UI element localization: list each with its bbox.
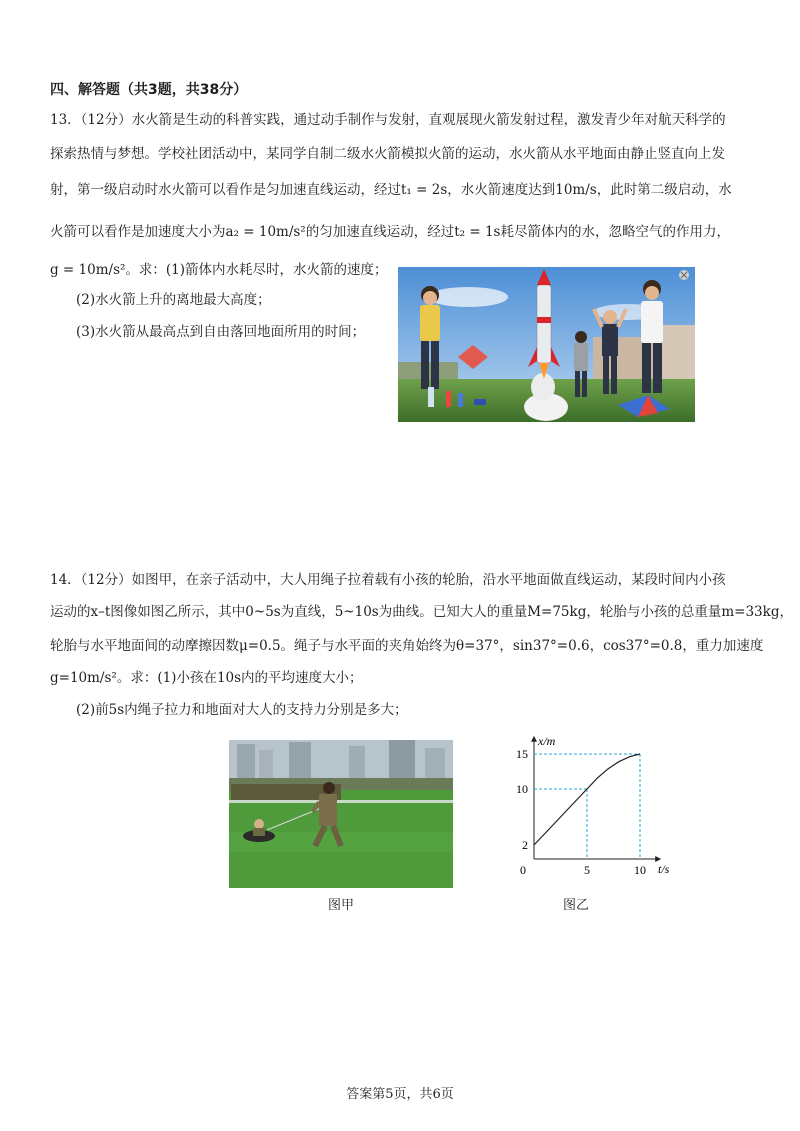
page-footer: 答案第5页，共6页 [346,1087,454,1102]
section-title: 四、解答题（共3题，共38分） [50,82,248,98]
x-axis-label: t/s [658,862,670,876]
figure-b-caption: 图乙 [562,898,589,913]
tire-pulling-photo [229,740,453,888]
q14-line-4: g=10m/s²。求：(1)小孩在10s内的平均速度大小； [50,670,363,686]
y-tick-label-0: 2 [522,838,528,852]
q13-sub-question-2: (2)水火箭上升的离地最大高度； [76,292,271,308]
y-tick-label-1: 10 [516,782,528,796]
figure-a-caption: 图甲 [327,898,354,913]
q13-sub-question-3: (3)水火箭从最高点到自由落回地面所用的时间； [76,324,366,340]
q13-line-1: 13．（12分）水火箭是生动的科普实践，通过动手制作与发射，直观展现火箭发射过程，激发青少年对航天科学的 [50,112,726,128]
xt-graph [512,731,682,881]
y-axis-label: x/m [538,734,556,748]
q14-sub-question-2: (2)前5s内绳子拉力和地面对大人的支持力分别是多大； [76,702,408,718]
rocket-launch-photo [398,267,695,422]
q13-line-3: 射，第一级启动时水火箭可以看作是匀加速直线运动，经过t₁ = 2s，水火箭速度达到10m/s，此时第二级启动，水 [50,182,732,198]
q13-line-4: 火箭可以看作是加速度大小为a₂ = 10m/s²的匀加速直线运动，经过t₂ = 1s耗尽箭体内的水，忽略空气的作用力， [50,224,730,240]
x-tick-label-0: 0 [520,863,526,877]
q13-line-5: g = 10m/s²。求：(1)箭体内水耗尽时，水火箭的速度； [50,262,388,278]
q14-line-3: 轮胎与水平地面间的动摩擦因数μ=0.5。绳子与水平面的夹角始终为θ=37°，sin37°=0.6，cos37°=0.8，重力加速度 [50,638,764,654]
y-tick-label-2: 15 [516,747,528,761]
x-tick-label-2: 10 [634,863,646,877]
q14-line-1: 14．（12分）如图甲，在亲子活动中，大人用绳子拉着载有小孩的轮胎，沿水平地面做直线运动，某段时间内小孩 [50,572,726,588]
q14-line-2: 运动的x–t图像如图乙所示，其中0~5s为直线，5~10s为曲线。已知大人的重量M=75kg，轮胎与小孩的总重量m=33kg， [50,604,793,620]
x-tick-label-1: 5 [584,863,590,877]
q13-line-2: 探索热情与梦想。学校社团活动中，某同学自制二级水火箭模拟火箭的运动，水火箭从水平地面由静止竖直向上发 [50,146,725,162]
